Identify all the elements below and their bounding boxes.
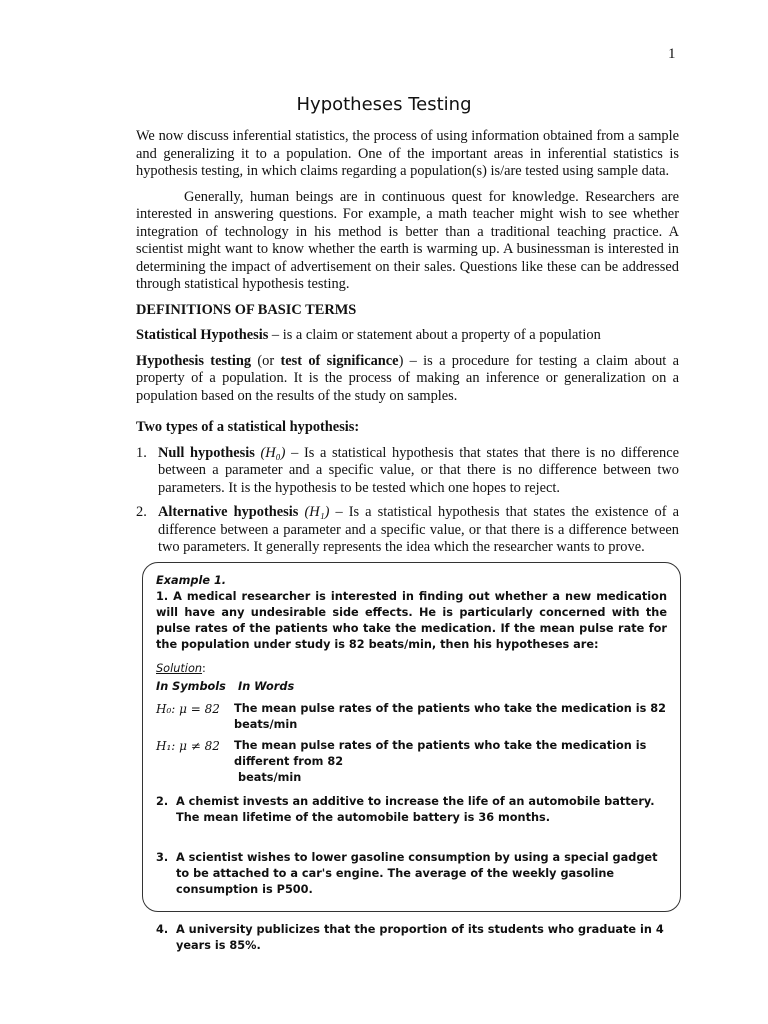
list-text: – Is a statistical hypothesis that states that there is no difference between a parameter and a specific value, or that there is no difference between two parameters. It is the hypothesis to be tested which one hopes to reject. [158,444,679,496]
problem-number: 4. [156,923,169,936]
hypothesis-words-text: The mean pulse rates of the patients who take the medication is different from 82 [234,739,647,768]
intro-paragraph-2: Generally, human beings are in continuous quest for knowledge. Researchers are interested in answering questions. For example, a math teacher might wish to see whether integration of technology in his method is better than a traditional teaching practice. A scientist might want to know whether the earth is warming up. A businessman is interested in determining the impact of advertisement on their sales. Questions like these can be addressed through statistical hypothesis testing. [136,188,679,292]
problem-text: A university publicizes that the proportion of its students who graduate in 4 years is 85%. [176,923,664,952]
list-item [136,445,679,498]
example-problem-item [156,794,667,826]
list-text: – Is a statistical hypothesis that states the existence of a difference between a parameter and a specific value, or that there is a difference between two parameters. It generally represents the idea which the researcher wants to prove. [158,504,679,555]
hypothesis-types-list [136,445,679,557]
definition-text: ) – is a procedure for testing a claim about a property of a population. It is the process of making an inference or generalization on a population based on the results of the study on samples. [136,352,680,404]
example-problem-item [156,922,667,954]
definitions-heading: DEFINITIONS OF BASIC TERMS [136,301,357,318]
hypothesis-words-continued: beats/min [238,771,302,784]
intro-paragraph-1: We now discuss inferential statistics, the process of using information obtained from a sample and generalizing it to a population. One of the important areas in inferential statistics is hypothesis testing, in which claims regarding a population(s) is/are tested using sample data. [136,128,679,179]
term-statistical-hypothesis: Statistical Hypothesis [136,327,269,343]
list-item [136,504,679,557]
example-title: Example 1. [156,574,227,587]
problem-number: 3. [156,851,169,864]
hypothesis-row [156,701,667,733]
symbol-h1: (H₁) [304,504,330,520]
term-hypothesis-testing: Hypothesis testing [136,352,252,369]
problem-text: A scientist wishes to lower gasoline consumption by using a special gadget to be attached to a car's engine. The average of the weekly gasoline consumption is P500. [176,851,658,896]
types-heading: Two types of a statistical hypothesis: [136,419,360,435]
hypothesis-words [234,738,667,786]
page-number: 1 [668,46,676,62]
solution-label: Solution [156,662,203,675]
problem-number: 2. [156,795,169,808]
page-title: Hypotheses Testing [296,94,472,115]
column-header-words: In Words [238,680,295,693]
document-body [136,128,679,564]
example-problem: 1. A medical researcher is interested in finding out whether a new medication will have any undesirable side effects. He is particularly concerned with the pulse rates of the patients who take the medication. If the mean pulse rate for the population under study is 82 beats/min, then his hypotheses are: [156,590,667,651]
solution-label-row [156,661,667,677]
list-number: 1. [136,444,147,461]
hypothesis-symbol: H₁: μ ≠ 82 [156,739,220,753]
example-box [142,562,681,952]
list-number: 2. [136,504,147,520]
definition-text: – is a claim or statement about a property of a population [268,327,601,343]
hypothesis-symbol: H₀: μ = 82 [156,702,220,716]
hypothesis-words-text: The mean pulse rates of the patients who take the medication is 82 beats/min [234,702,667,731]
definition-mid: (or [251,352,281,369]
column-header-symbols: In Symbols [156,680,226,693]
hypothesis-row [156,738,667,786]
hypothesis-words [234,701,667,733]
term-test-of-significance: test of significance [280,352,399,369]
term-null-hypothesis: Null hypothesis [158,444,255,461]
symbol-h0: (H₀) [260,444,286,461]
term-alternative-hypothesis: Alternative hypothesis [158,504,299,520]
problem-text: A chemist invests an additive to increase the life of an automobile battery. The mean lifetime of the automobile battery is 36 months. [176,795,655,824]
definition-statistical-hypothesis [136,327,679,345]
definition-hypothesis-testing [136,353,679,406]
solution-colon: : [202,662,206,675]
example-problem-item [156,850,667,898]
solution-header-row [156,679,667,695]
